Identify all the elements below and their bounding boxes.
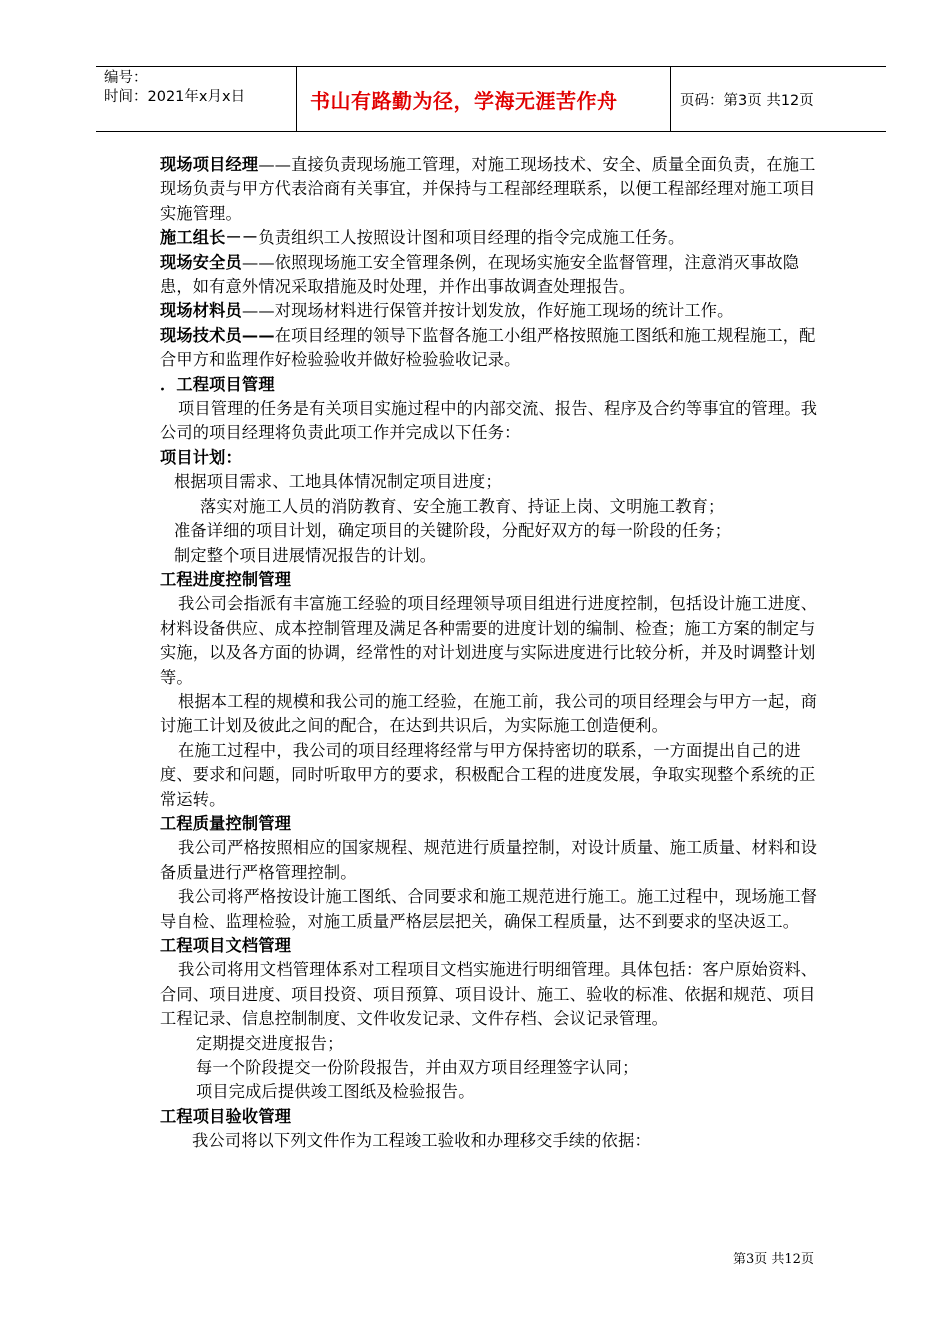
role-title: 现场项目经理 [160, 155, 259, 174]
list-item: 定期提交进度报告； [196, 1033, 344, 1053]
section-heading: 工程项目文档管理 [160, 936, 292, 955]
paragraph: 在施工过程中，我公司的项目经理将经常与甲方保持密切的联系，一方面提出自己的进度、要求和问题，同时听取甲方的要求，积极配合工程的进度发展，争取实现整个系统的正常运转。 [160, 740, 816, 809]
section-heading: ．工程项目管理 [160, 374, 275, 394]
paragraph: 项目管理的任务是有关项目实施过程中的内部交流、报告、程序及合约等事宜的管理。我公司的项目经理将负责此项工作并完成以下任务： [160, 399, 818, 443]
list-item: 项目完成后提供竣工图纸及检验报告。 [196, 1082, 475, 1102]
role-description: ——直接负责现场施工管理，对施工现场技术、安全、质量全面负责，在施工现场负责与甲方代表洽商有关事宜，并保持与工程部经理联系，以便工程部经理对施工项目实施管理。 [160, 155, 816, 223]
list-item: 每一个阶段提交一份阶段报告，并由双方项目经理签字认同； [196, 1058, 639, 1078]
paragraph: 我公司将严格按设计施工图纸、合同要求和施工规范进行施工。施工过程中，现场施工督导自检、监理检验，对施工质量严格层层把关，确保工程质量，达不到要求的坚决返工。 [160, 887, 818, 931]
role-title: 现场技术员—— [160, 325, 275, 345]
list-item: 落实对施工人员的消防教育、安全施工教育、持证上岗、文明施工教育； [200, 496, 725, 516]
role-title: 施工组长－－ [160, 228, 259, 248]
header-divider [296, 67, 297, 131]
paragraph [160, 153, 830, 226]
role-description: 在项目经理的领导下监督各施工小组严格按照施工图纸和施工规程施工，配合甲方和监理作好检验验收并做好检验验收记录。 [160, 325, 816, 370]
document-body [160, 153, 830, 1154]
list-item: 制定整个项目进展情况报告的计划。 [174, 545, 437, 565]
paragraph [160, 299, 830, 323]
section-heading: 工程质量控制管理 [160, 813, 292, 833]
list-item: 根据项目需求、工地具体情况制定项目进度； [174, 472, 502, 492]
document-time-label: 时间：2021年x月x日 [104, 89, 246, 105]
page-header [96, 66, 886, 132]
paragraph [160, 324, 830, 373]
document-number-label: 编号： [104, 70, 148, 86]
role-description: 负责组织工人按照设计图和项目经理的指令完成施工任务。 [258, 228, 685, 248]
paragraph [160, 226, 830, 250]
header-meta [104, 69, 294, 107]
paragraph: 根据本工程的规模和我公司的施工经验，在施工前，我公司的项目经理会与甲方一起，商讨施工计划及彼此之间的配合，在达到共识后，为实际施工创造便利。 [160, 691, 818, 736]
section-heading: 工程项目验收管理 [160, 1106, 292, 1126]
role-title: 现场材料员 [160, 301, 242, 321]
header-page-info: 页码：第3页 共12页 [680, 93, 814, 109]
role-description: ——依照现场施工安全管理条例，在现场实施安全监督管理，注意消灭事故隐患，如有意外情况采取措施及时处理，并作出事故调查处理报告。 [160, 252, 800, 297]
paragraph: 我公司严格按照相应的国家规程、规范进行质量控制，对设计质量、施工质量、材料和设备质量进行严格管理控制。 [160, 838, 818, 882]
header-motto: 书山有路勤为径，学海无涯苦作舟 [310, 89, 618, 113]
paragraph: 我公司将用文档管理体系对工程项目文档实施进行明细管理。具体包括：客户原始资料、合同、项目进度、项目投资、项目预算、项目设计、施工、验收的标准、依据和规范、项目工程记录、信息控制制度、文件收发记录、文件存档、会议记录管理。 [160, 960, 818, 1029]
paragraph: 我公司将以下列文件作为工程竣工验收和办理移交手续的依据： [192, 1131, 651, 1151]
role-description: ——对现场材料进行保管并按计划发放，作好施工现场的统计工作。 [241, 301, 734, 321]
page-footer: 第3页 共12页 [733, 1252, 814, 1267]
list-item: 准备详细的项目计划，确定项目的关键阶段，分配好双方的每一阶段的任务； [174, 521, 732, 541]
section-heading: 工程进度控制管理 [160, 569, 292, 589]
paragraph: 我公司会指派有丰富施工经验的项目经理领导项目组进行进度控制，包括设计施工进度、材料设备供应、成本控制管理及满足各种需要的进度计划的编制、检查；施工方案的制定与实施，以及各方面的协调，经常性的对计划进度与实际进度进行比较分析，并及时调整计划等。 [160, 594, 818, 687]
paragraph [160, 251, 830, 300]
header-divider [670, 67, 671, 131]
section-heading: 项目计划： [160, 447, 242, 467]
role-title: 现场安全员 [160, 252, 242, 272]
